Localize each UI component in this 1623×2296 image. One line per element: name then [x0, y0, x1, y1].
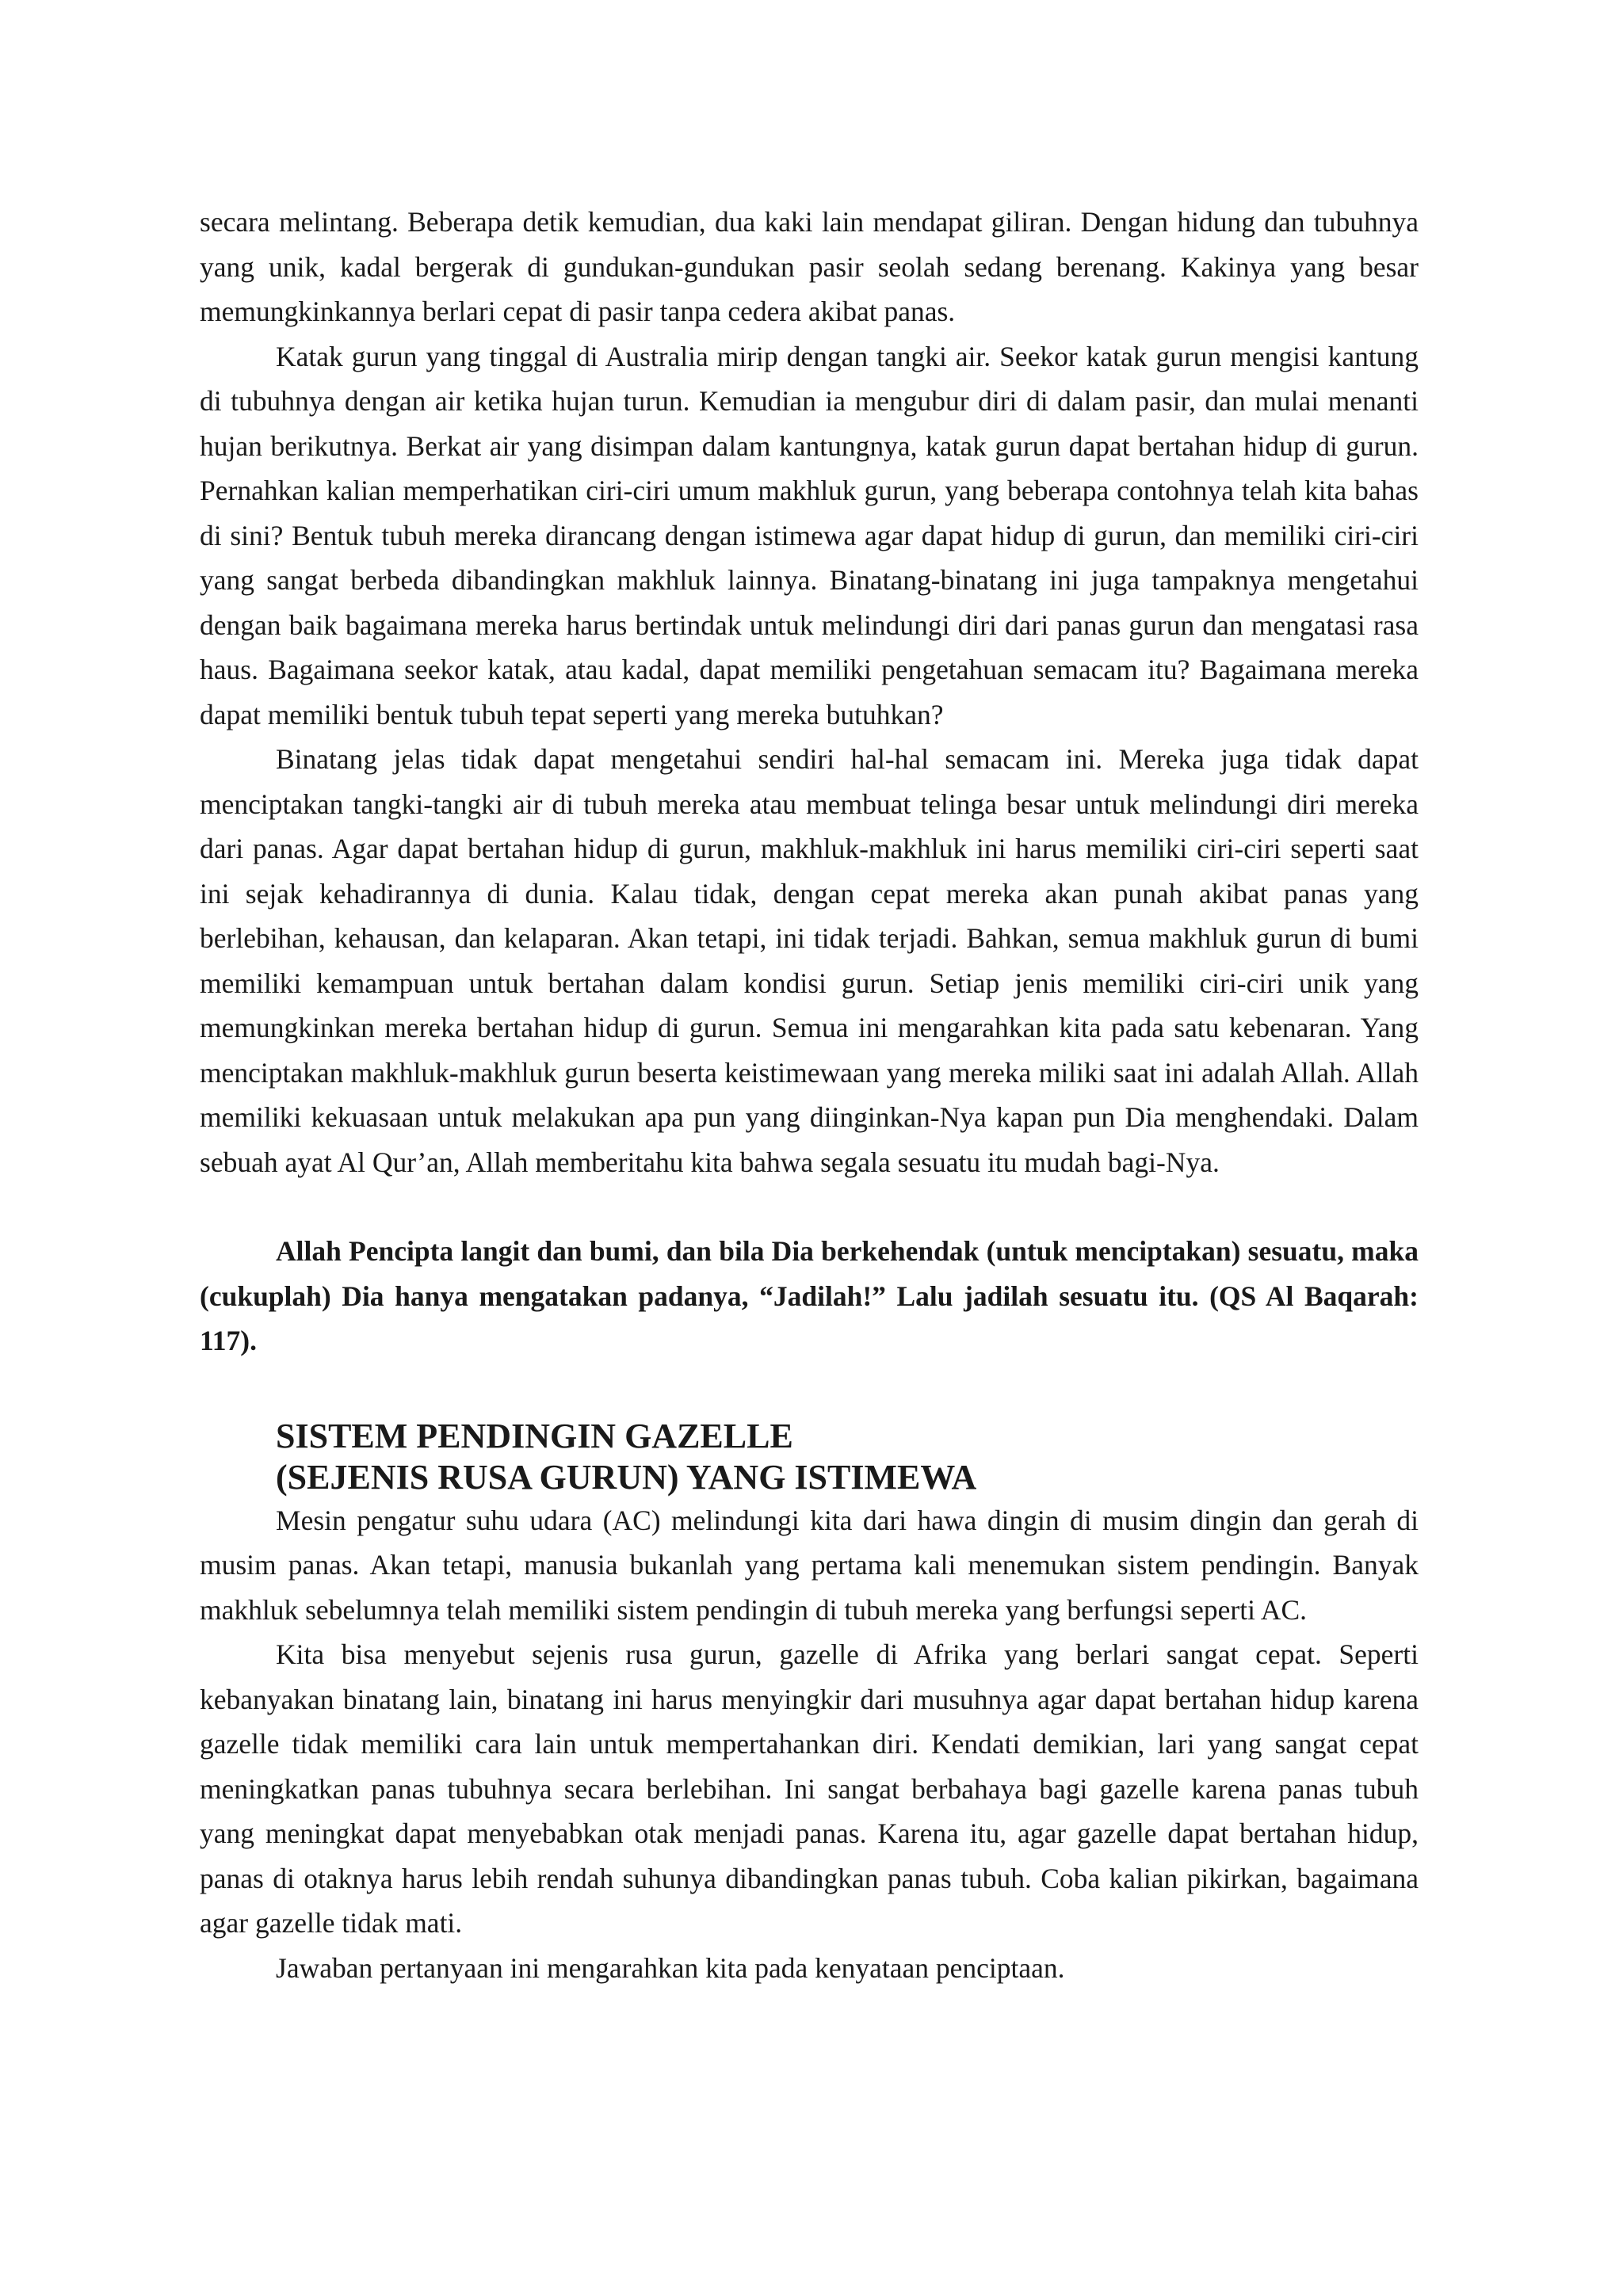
- paragraph-desert-frog: Katak gurun yang tinggal di Australia mirip dengan tangki air. Seekor katak gurun mengisi kantung di tubuhnya dengan air ketika hujan turun. Kemudian ia mengubur diri di dalam pasir, dan mulai menanti hujan berikutnya. Berkat air yang disimpan dalam kantungnya, katak gurun dapat bertahan hidup di gurun. Pernahkan kalian memperhatikan ciri-ciri umum makhluk gurun, yang beberapa contohnya telah kita bahas di sini? Bentuk tubuh mereka dirancang dengan istimewa agar dapat hidup di gurun, dan memiliki ciri-ciri yang sangat berbeda dibandingkan makhluk lainnya. Binatang-binatang ini juga tampaknya mengetahui dengan baik bagaimana mereka harus bertindak untuk melindungi diri dari panas gurun dan mengatasi rasa haus. Bagaimana seekor katak, atau kadal, dapat memiliki pengetahuan semacam itu? Bagaimana mereka dapat memiliki bentuk tubuh tepat seperti yang mereka butuhkan?: [200, 340, 1419, 730]
- section-heading-line-1: SISTEM PENDINGIN GAZELLE: [276, 1416, 793, 1455]
- section-heading: [276, 1416, 1419, 1498]
- document-page: [200, 200, 1419, 1990]
- quran-quote: Allah Pencipta langit dan bumi, dan bila Dia berkehendak (untuk menciptakan) sesuatu, maka (cukuplah) Dia hanya mengatakan padanya, “Jadilah!” Lalu jadilah sesuatu itu. (QS Al Baqarah: 117).: [200, 1235, 1419, 1356]
- section-heading-line-2: (SEJENIS RUSA GURUN) YANG ISTIMEWA: [276, 1457, 977, 1497]
- paragraph-answer: Jawaban pertanyaan ini mengarahkan kita pada kenyataan penciptaan.: [276, 1951, 1065, 1984]
- paragraph-creation: Binatang jelas tidak dapat mengetahui sendiri hal-hal semacam ini. Mereka juga tidak dapat menciptakan tangki-tangki air di tubuh mereka atau membuat telinga besar untuk melindungi diri mereka dari panas. Agar dapat bertahan hidup di gurun, makhluk-makhluk ini harus memiliki ciri-ciri seperti saat ini sejak kehadirannya di dunia. Kalau tidak, dengan cepat mereka akan punah akibat panas yang berlebihan, kehausan, dan kelaparan. Akan tetapi, ini tidak terjadi. Bahkan, semua makhluk gurun di bumi memiliki kemampuan untuk bertahan dalam kondisi gurun. Setiap jenis memiliki ciri-ciri unik yang memungkinkan mereka bertahan hidup di gurun. Semua ini mengarahkan kita pada satu kebenaran. Yang menciptakan makhluk-makhluk gurun beserta keistimewaan yang mereka miliki saat ini adalah Allah. Allah memiliki kekuasaan untuk melakukan apa pun yang diinginkan-Nya kapan pun Dia menghendaki. Dalam sebuah ayat Al Qur’an, Allah memberitahu kita bahwa segala sesuatu itu mudah bagi-Nya.: [200, 743, 1419, 1178]
- paragraph-air-conditioner: Mesin pengatur suhu udara (AC) melindungi kita dari hawa dingin di musim dingin dan gerah di musim panas. Akan tetapi, manusia bukanlah yang pertama kali menemukan sistem pendingin. Banyak makhluk sebelumnya telah memiliki sistem pendingin di tubuh mereka yang berfungsi seperti AC.: [200, 1504, 1419, 1626]
- paragraph-lizard-continuation: secara melintang. Beberapa detik kemudian, dua kaki lain mendapat giliran. Dengan hidung dan tubuhnya yang unik, kadal bergerak di gundukan-gundukan pasir seolah sedang berenang. Kakinya yang besar memungkinkannya berlari cepat di pasir tanpa cedera akibat panas.: [200, 206, 1419, 327]
- paragraph-gazelle: Kita bisa menyebut sejenis rusa gurun, gazelle di Afrika yang berlari sangat cepat. Seperti kebanyakan binatang lain, binatang ini harus menyingkir dari musuhnya agar dapat bertahan hidup karena gazelle tidak memiliki cara lain untuk mempertahankan diri. Kendati demikian, lari yang sangat cepat meningkatkan panas tubuhnya secara berlebihan. Ini sangat berbahaya bagi gazelle karena panas tubuh yang meningkat dapat menyebabkan otak menjadi panas. Karena itu, agar gazelle dapat bertahan hidup, panas di otaknya harus lebih rendah suhunya dibandingkan panas tubuh. Coba kalian pikirkan, bagaimana agar gazelle tidak mati.: [200, 1638, 1419, 1939]
